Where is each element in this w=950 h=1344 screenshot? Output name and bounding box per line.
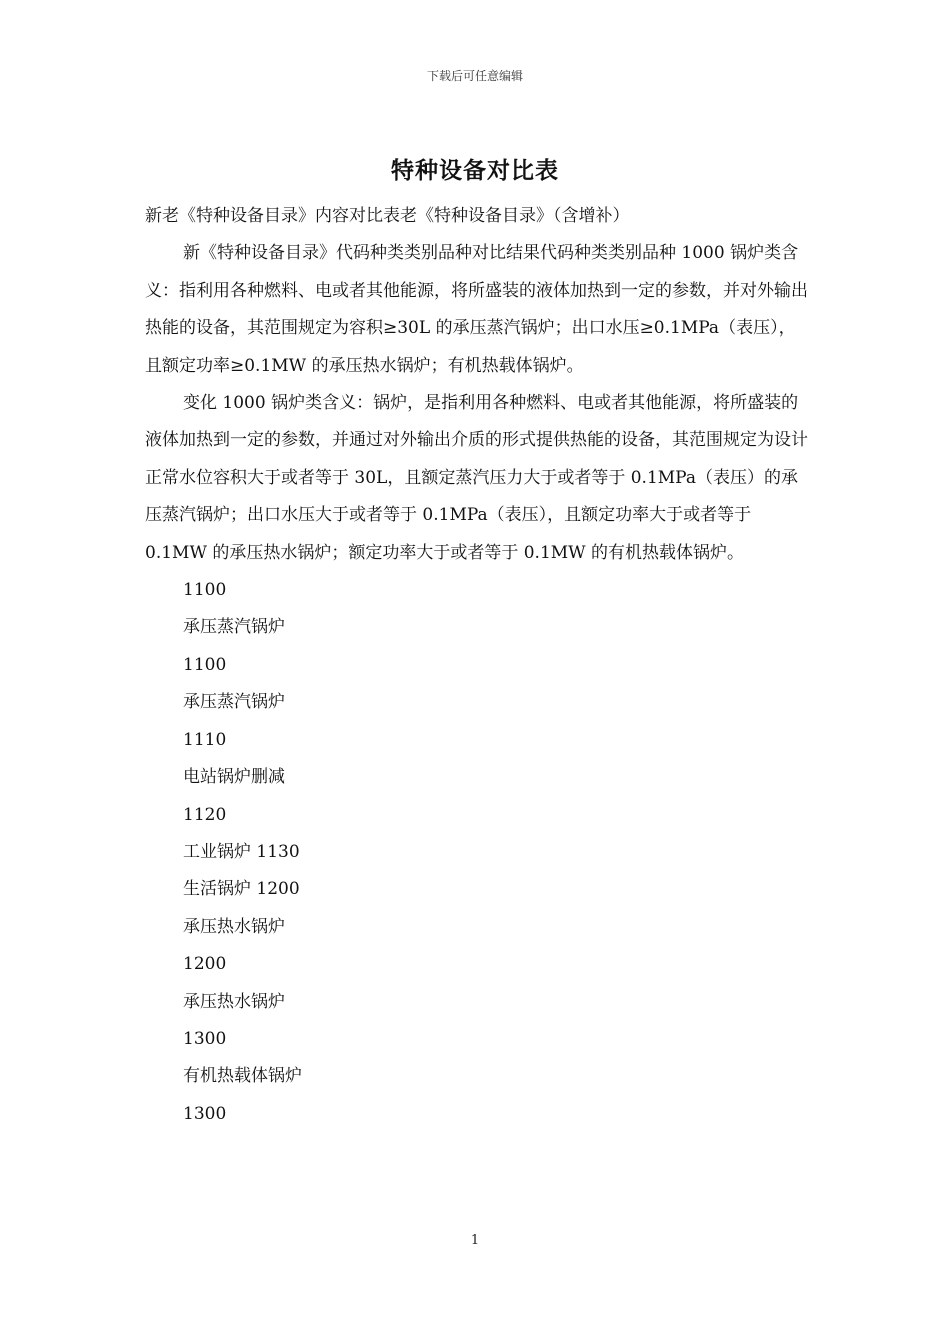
list-line: 1100 bbox=[183, 654, 227, 675]
list-line: 1100 bbox=[183, 580, 227, 601]
list-line: 承压蒸汽锅炉 bbox=[183, 617, 285, 638]
list-line: 生活锅炉 1200 bbox=[183, 879, 300, 900]
list-line: 1120 bbox=[183, 804, 227, 825]
list-line: 1300 bbox=[183, 1028, 227, 1049]
list-line: 承压热水锅炉 bbox=[183, 916, 285, 937]
list-line: 电站锅炉删减 bbox=[183, 767, 285, 788]
list-line: 承压热水锅炉 bbox=[183, 991, 285, 1012]
document-body bbox=[145, 198, 810, 1133]
page-number: 1 bbox=[470, 1233, 480, 1248]
list-line: 工业锅炉 1130 bbox=[183, 841, 300, 862]
document-title: 特种设备对比表 bbox=[391, 157, 559, 184]
old-definition-paragraph: 新《特种设备目录》代码种类类别品种对比结果代码种类类别品种 1000 锅炉类含义：指利用各种燃料、电或者其他能源，将所盛装的液体加热到一定的参数，并对外输出热能的设备，其范围规定为容积≥30L 的承压蒸汽锅炉；出口水压≥0.1MPa（表压），且额定功率≥0.1MW 的承压热水锅炉；有机热载体锅炉。 bbox=[145, 243, 808, 376]
list-line: 1110 bbox=[183, 729, 227, 750]
list-line: 承压蒸汽锅炉 bbox=[183, 692, 285, 713]
list-line: 有机热载体锅炉 bbox=[183, 1066, 302, 1087]
new-definition-paragraph: 变化 1000 锅炉类含义：锅炉，是指利用各种燃料、电或者其他能源，将所盛装的液体加热到一定的参数，并通过对外输出介质的形式提供热能的设备，其范围规定为设计正常水位容积大于或者等于 30L，且额定蒸汽压力大于或者等于 0.1MPa（表压）的承压蒸汽锅炉；出口水压大于或者等于 0.1MPa（表压），且额定功率大于或者等于 0.1MW 的承压热水锅炉；额定功率大于或者等于 0.1MW 的有机热载体锅炉。 bbox=[145, 393, 808, 563]
list-line: 1200 bbox=[183, 954, 227, 975]
header-note: 下载后可任意编辑 bbox=[426, 69, 523, 83]
list-line: 1300 bbox=[183, 1103, 227, 1124]
intro-paragraph: 新老《特种设备目录》内容对比表老《特种设备目录》（含增补） bbox=[145, 206, 630, 226]
